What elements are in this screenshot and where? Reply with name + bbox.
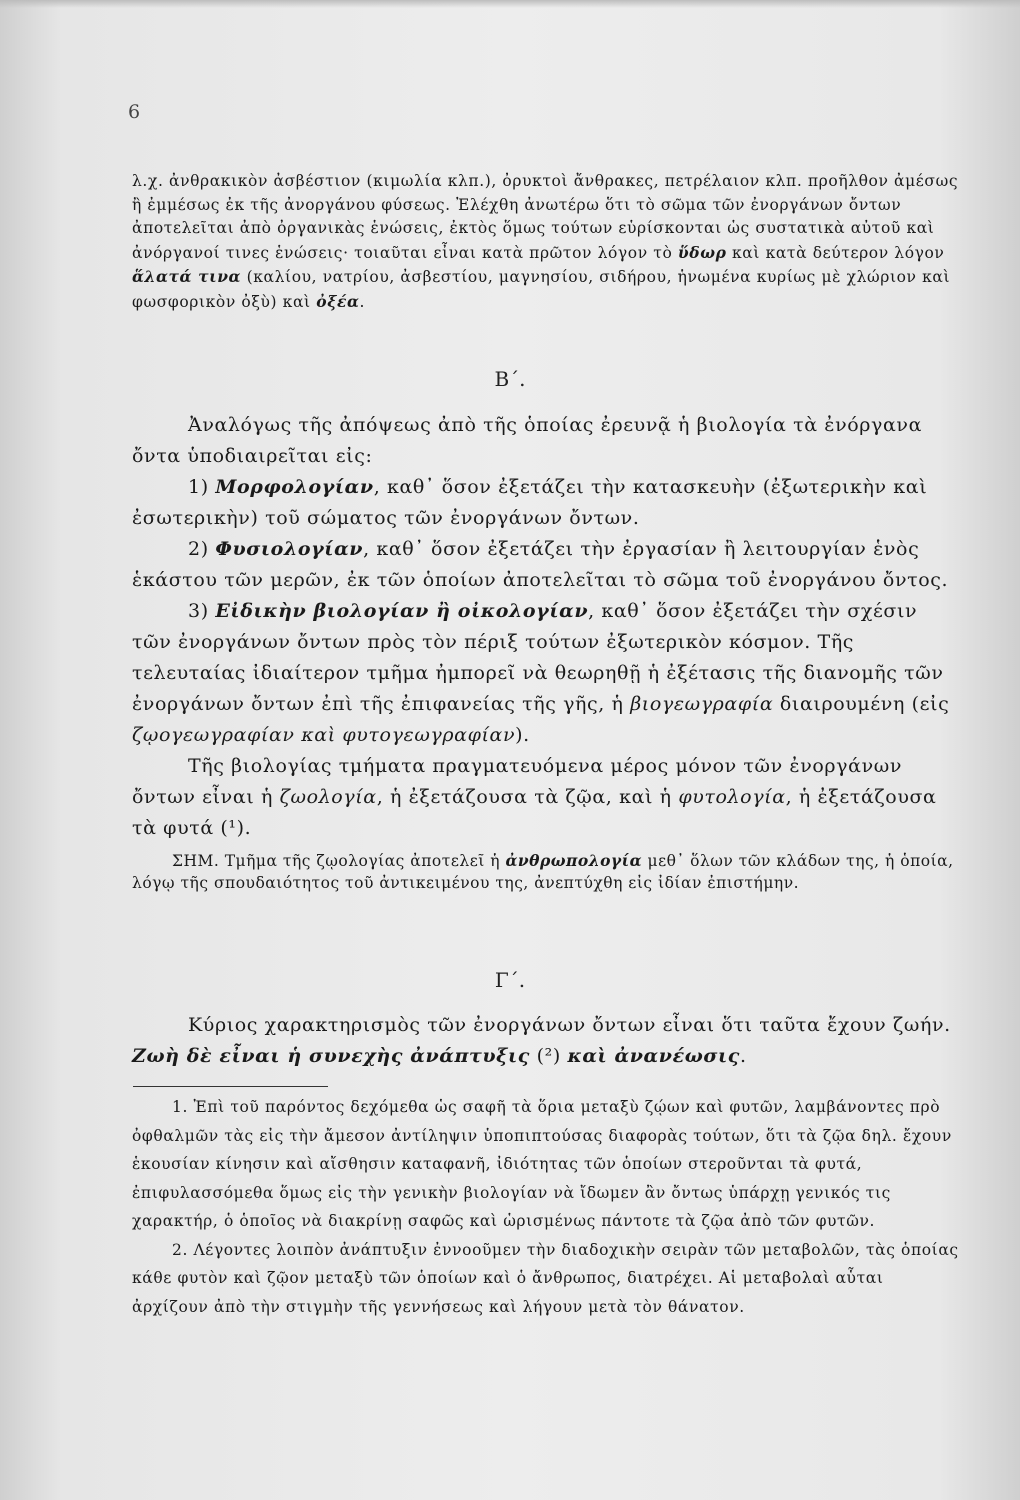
term-ecology: Εἰδικὴν βιολογίαν ἢ οἰκολογίαν xyxy=(215,600,589,622)
intro-text-2: καὶ κατὰ δεύτερον λόγον xyxy=(726,243,945,262)
section-b-intro: Ἀναλόγως τῆς ἀπόψεως ἀπὸ τῆς ὁποίας ἐρευνᾷ ἡ βιολογία τὰ ἐνόργανα ὄντα ὑποδιαιρεῖται εἰς: xyxy=(132,414,922,467)
term-life-definition: Ζωὴ δὲ εἶναι ἡ συνεχὴς ἀνάπτυξις xyxy=(132,1045,530,1067)
footnote-separator xyxy=(133,1086,328,1087)
section-b-note xyxy=(132,850,962,894)
intro-term-acids: ὀξέα xyxy=(316,291,360,311)
intro-paragraph xyxy=(132,170,962,315)
term-morphology: Μορφολογίαν xyxy=(215,476,374,498)
section-c-block xyxy=(132,1010,962,1072)
list-item-3-number: 3) xyxy=(188,600,216,622)
term-phytology: φυτολογία xyxy=(678,786,786,808)
section-c-paragraph xyxy=(132,1010,962,1072)
zoology-text-1: Τῆς βιολογίας τμήματα πραγματευόμενα μέρος μόνον τῶν ἐνοργάνων ὄντων εἶναι ἡ xyxy=(132,755,902,808)
page-number: 6 xyxy=(128,101,141,123)
intro-term-salts: ἅλατά τινα xyxy=(132,267,242,287)
list-item-ecology xyxy=(132,596,962,751)
term-zoo-phytogeography: ζῳογεωγραφίαν καὶ φυτογεωγραφίαν xyxy=(132,724,516,746)
list-item-1-text: , καθ᾽ ὅσον ἐξετάζει τὴν κατασκευὴν (ἐξωτερικὴν καὶ ἐσωτερικὴν) τοῦ σώματος τῶν ἐνοργάνων ὄντων. xyxy=(132,476,928,529)
note-text-1: ΣΗΜ. Τμῆμα τῆς ζῳολογίας ἀποτελεῖ ἡ xyxy=(172,852,506,870)
note-text-2: μεθ᾽ ὅλων τῶν κλάδων της, ἡ ὁποία, λόγῳ τῆς σπουδαιότητος τοῦ ἀντικειμένου της, ἀνεπτύχθη εἰς ἰδίαν ἐπιστήμην. xyxy=(132,852,954,892)
section-c-text-1: Κύριος χαρακτηρισμὸς τῶν ἐνοργάνων ὄντων εἶναι ὅτι ταῦτα ἔχουν ζωήν. xyxy=(188,1014,951,1036)
footnote-1: 1. Ἐπὶ τοῦ παρόντος δεχόμεθα ὡς σαφῆ τὰ ὅρια μεταξὺ ζῴων καὶ φυτῶν, λαμβάνοντες πρὸ ὀφθαλμῶν τὰς εἰς τὴν ἄμεσον ἀντίληψιν ὑποπιπτούσας διαφορὰς τούτων, ὅτι τὰ ζῷα δηλ. ἔχουν ἑκουσίαν κίνησιν καὶ αἴσθησιν καταφανῆ, ἰδιότητας τῶν ὁποίων στεροῦνται τὰ φυτά, ἐπιφυλασσόμεθα ὅμως εἰς τὴν γενικὴν βιολογίαν νὰ ἴδωμεν ἂν ὄντως ὑπάρχῃ γενικός τις χαρακτήρ, ὁ ὁποῖος νὰ διακρίνῃ σαφῶς καὶ ὡρισμένως πάντοτε τὰ ζῷα ἀπὸ τῶν φυτῶν. xyxy=(132,1098,952,1230)
section-b-zoology-paragraph xyxy=(132,751,962,844)
list-item-3-text-3: ). xyxy=(515,724,530,746)
term-biogeography: βιογεωγραφία xyxy=(630,693,774,715)
section-c-text-3: . xyxy=(739,1045,747,1067)
page-top-shadow xyxy=(0,0,1020,8)
zoology-text-2: , ἡ ἐξετάζουσα τὰ ζῷα, καὶ ἡ xyxy=(376,786,679,808)
list-item-1-number: 1) xyxy=(188,476,216,498)
list-item-3-text-1: , καθ᾽ ὅσον ἐξετάζει τὴν σχέσιν τῶν ἐνοργάνων ὄντων πρὸς τὸν πέριξ τούτων ἐξωτερικὸν κόσμον. Τῆς τελευταίας ἰδιαίτερον τμῆμα ἠμπορεῖ νὰ θεωρηθῇ ἡ ἐξέτασις τῆς διανομῆς τῶν ἐνοργάνων ὄντων ἐπὶ τῆς ἐπιφανείας τῆς γῆς, ἡ xyxy=(132,600,944,715)
intro-text-1: λ.χ. ἀνθρακικὸν ἀσβέστιον (κιμωλία κλπ.), ὀρυκτοὶ ἄνθρακες, πετρέλαιον κλπ. προῆλθον ἀμέσως ἢ ἐμμέσως ἐκ τῆς ἀνοργάνου φύσεως. Ἐλέχθη ἀνωτέρω ὅτι τὸ σῶμα τῶν ἐνοργάνων ὄντων ἀποτελεῖται ἀπὸ ὀργανικὰς ἑνώσεις, ἐκτὸς ὅμως τούτων εὑρίσκονται ὡς συστατικὰ αὐτοῦ καὶ ἀνόργανοί τινες ἑνώσεις· τοιαῦται εἶναι κατὰ πρῶτον λόγον τὸ xyxy=(132,172,959,262)
list-item-2-text: , καθ᾽ ὅσον ἐξετάζει τὴν ἐργασίαν ἢ λειτουργίαν ἑνὸς ἑκάστου τῶν μερῶν, ἐκ τῶν ὁποίων ἀποτελεῖται τὸ σῶμα τοῦ ἐνοργάνου ὄντος. xyxy=(132,538,949,591)
term-physiology: Φυσιολογίαν xyxy=(215,538,364,560)
list-item-morphology xyxy=(132,472,962,534)
section-c-text-2: (²) xyxy=(529,1045,568,1067)
term-renewal: καὶ ἀνανέωσις xyxy=(567,1045,740,1067)
section-b-block xyxy=(132,410,962,894)
zoology-text-3: , ἡ ἐξετάζουσα τὰ φυτά (¹). xyxy=(132,786,937,839)
term-zoology: ζωολογία xyxy=(279,786,377,808)
intro-text-3: (καλίου, νατρίου, ἀσβεστίου, μαγνησίου, σιδήρου, ἡνωμένα κυρίως μὲ χλώριον καὶ φωσφορικὸν ὀξὺ) καὶ xyxy=(132,268,951,311)
section-b-heading: Β΄. xyxy=(494,367,526,391)
intro-block xyxy=(132,170,962,315)
intro-text-4: . xyxy=(359,292,366,311)
list-item-physiology xyxy=(132,534,962,596)
list-item-3-text-2: διαιρουμένη (εἰς xyxy=(773,693,950,715)
footnote-2: 2. Λέγοντες λοιπὸν ἀνάπτυξιν ἐννοοῦμεν τὴν διαδοχικὴν σειρὰν τῶν μεταβολῶν, τὰς ὁποίας κάθε φυτὸν καὶ ζῷον μεταξὺ τῶν ὁποίων καὶ ὁ ἄνθρωπος, διατρέχει. Αἱ μεταβολαὶ αὗται ἀρχίζουν ἀπὸ τὴν στιγμὴν τῆς γεννήσεως καὶ λήγουν μετὰ τὸν θάνατον. xyxy=(132,1240,959,1316)
list-item-2-number: 2) xyxy=(188,538,216,560)
term-anthropology: ἀνθρωπολογία xyxy=(505,851,643,870)
intro-term-water: ὕδωρ xyxy=(677,242,727,262)
footnotes-block xyxy=(132,1093,962,1321)
section-c-heading: Γ΄. xyxy=(494,968,526,992)
